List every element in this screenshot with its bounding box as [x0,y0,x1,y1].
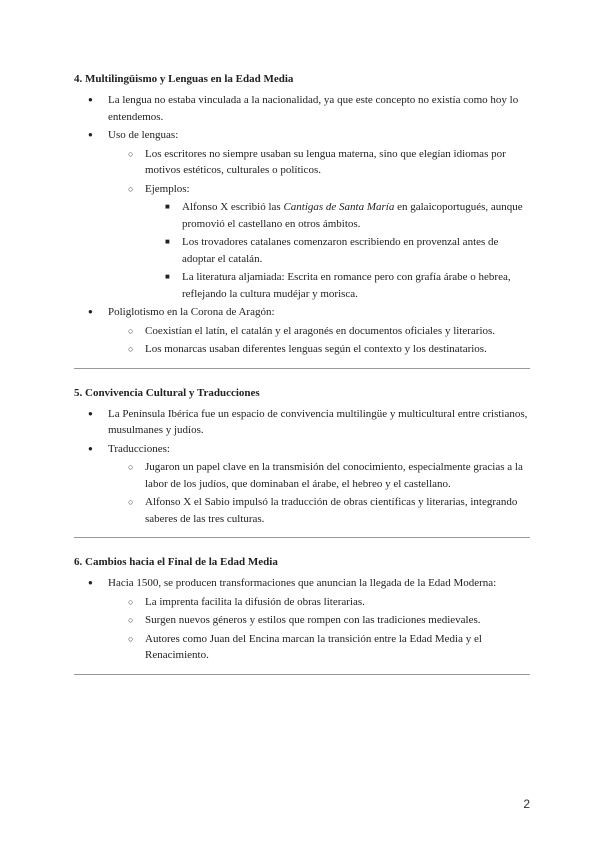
work-title: Cantigas de Santa María [283,201,395,213]
list-item-text: Hacia 1500, se producen transformaciones que anuncian la llegada de la Edad Moderna: [108,577,497,589]
sub-list-item [108,181,530,303]
list-item-text: La Península Ibérica fue un espacio de convivencia multilingüe y multicultural entre cristianos, musulmanes y judíos. [108,407,528,436]
sub-list-item [108,459,530,492]
section-6 [74,554,530,664]
list-item-text: Autores como Juan del Encina marcan la transición entre la Edad Media y el Renacimiento. [145,632,482,661]
list-item-text: La imprenta facilita la difusión de obras literarias. [145,595,365,608]
section-divider [74,368,530,369]
sub-list-item [108,631,530,664]
list-item-text: Ejemplos: [145,182,190,195]
sub-sub-list-item [145,199,530,232]
list-item-text: La literatura aljamiada: Escrita en romance pero con grafía árabe o hebrea, reflejando la cultura mudéjar y morisca. [182,271,511,300]
page-number: 2 [523,797,530,811]
bullet-list [74,575,530,664]
list-item [74,127,530,302]
list-item-text: Los trovadores catalanes comenzaron escribiendo en provenzal antes de adoptar el catalán. [182,236,499,265]
sub-sub-list-item [145,234,530,267]
list-item-text: Uso de lenguas: [108,129,179,141]
sub-list [108,459,530,527]
list-item-text: Surgen nuevos géneros y estilos que rompen con las tradiciones medievales. [145,614,481,626]
section-4 [74,71,530,358]
sub-list [108,594,530,664]
sub-list-item [108,594,530,611]
sub-list-item [108,494,530,527]
list-item [74,92,530,125]
sub-list [108,146,530,303]
sub-list-item [108,341,530,358]
section-divider [74,674,530,675]
list-item-text: Alfonso X el Sabio impulsó la traducción de obras científicas y literarias, integrando saberes de las tres culturas. [145,496,518,525]
bullet-list [74,406,530,528]
sub-sub-list [145,199,530,302]
list-item-text-post: en galaicoportugués, aunque promovió el castellano en otros ámbitos. [182,201,523,230]
sub-sub-list-item [145,269,530,302]
list-item-text-pre: Alfonso X escribió las [182,201,284,213]
section-divider [74,537,530,538]
list-item-text: Los escritores no siempre usaban su lengua materna, sino que elegían idiomas por motivos estéticos, culturales o políticos. [145,147,506,176]
section-5 [74,385,530,528]
list-item-text: Traducciones: [108,442,170,455]
sub-list-item [108,146,530,179]
section-heading: 5. Convivencia Cultural y Traducciones [74,386,260,399]
section-heading: 6. Cambios hacia el Final de la Edad Media [74,556,278,568]
bullet-list [74,92,530,358]
section-heading: 4. Multilingüismo y Lenguas en la Edad Media [74,73,294,85]
list-item-text: La lengua no estaba vinculada a la nacionalidad, ya que este concepto no existía como hoy lo entendemos. [108,94,519,123]
list-item [74,304,530,358]
list-item-text: Poliglotismo en la Corona de Aragón: [108,306,275,318]
list-item-text: Coexistían el latín, el catalán y el aragonés en documentos oficiales y literarios. [145,324,496,337]
sub-list [108,323,530,358]
sub-list-item [108,323,530,340]
page-content [74,71,530,691]
list-item [74,441,530,528]
list-item-text: Los monarcas usaban diferentes lenguas según el contexto y los destinatarios. [145,343,487,355]
list-item [74,575,530,664]
sub-list-item [108,612,530,629]
list-item-text: Jugaron un papel clave en la transmisión del conocimiento, especialmente gracias a la labor de los judíos, que dominaban el árabe, el hebreo y el castellano. [145,461,523,490]
list-item [74,406,530,439]
